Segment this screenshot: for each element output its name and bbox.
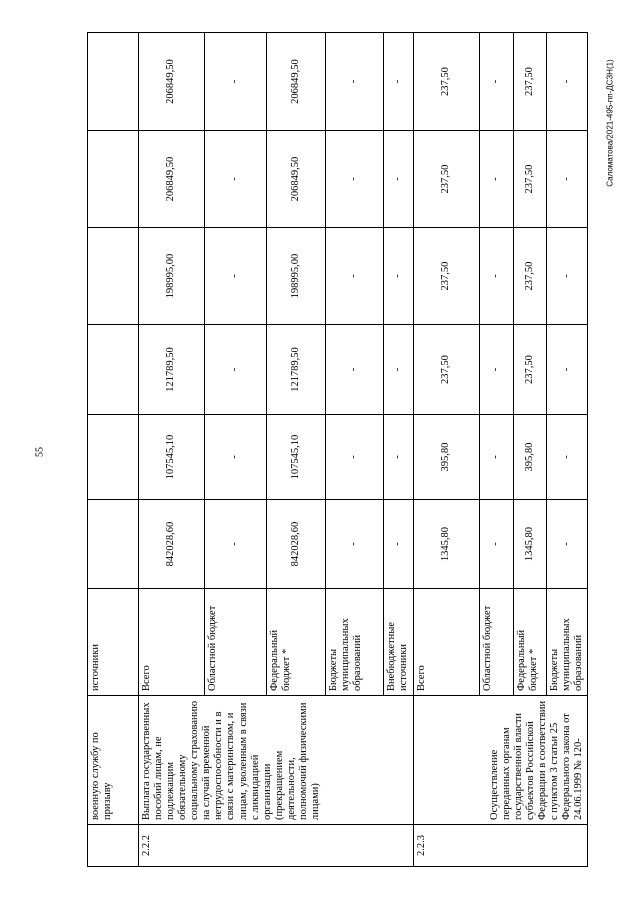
table-rotator xyxy=(87,33,585,867)
amount-total-cell: - xyxy=(480,500,514,589)
amount-total-cell: - xyxy=(326,500,384,589)
amount-year-4-cell: 237,50 xyxy=(414,131,480,228)
amount-year-5-cell xyxy=(88,33,139,131)
amount-year-5-cell: - xyxy=(205,33,267,131)
amount-year-2-cell: 121789,50 xyxy=(267,325,326,415)
funding-source-cell: Федеральный бюджет * xyxy=(514,589,547,696)
row-number-cell xyxy=(88,825,139,867)
funding-source-cell: Внебюджетные источники xyxy=(384,589,414,696)
amount-year-1-cell: - xyxy=(480,415,514,500)
amount-total-cell: 1345,80 xyxy=(414,500,480,589)
amount-total-cell xyxy=(88,500,139,589)
amount-year-3-cell: 237,50 xyxy=(414,228,480,325)
amount-total-cell: - xyxy=(547,500,588,589)
document-code: Саломатова/2021-495-пп-ДСЗН(1) xyxy=(605,59,615,187)
amount-year-3-cell: - xyxy=(547,228,588,325)
funding-source-cell: Всего xyxy=(414,589,480,696)
row-number-cell: 2.2.3 xyxy=(414,825,588,867)
table-row xyxy=(139,33,205,867)
activity-name-cell: военную службу по призыву xyxy=(88,696,139,825)
amount-year-2-cell: - xyxy=(480,325,514,415)
page-number: 55 xyxy=(34,447,46,457)
funding-source-cell: Всего xyxy=(139,589,205,696)
amount-year-2-cell: 237,50 xyxy=(414,325,480,415)
amount-year-4-cell xyxy=(88,131,139,228)
amount-year-3-cell: - xyxy=(384,228,414,325)
amount-year-2-cell: - xyxy=(205,325,267,415)
amount-year-3-cell: 198995,00 xyxy=(267,228,326,325)
amount-year-5-cell: 206849,50 xyxy=(139,33,205,131)
amount-year-2-cell xyxy=(88,325,139,415)
activity-name-cell: Выплата государственных пособий лицам, не подлежащим обязательному социальному страхованию на случай временной нетрудоспособности и в связи с материнством, и лицам, уволенным в связи с ликвидацией организации (прекращением деятельности, полномочий физическими лицами) xyxy=(139,696,414,825)
amount-total-cell: - xyxy=(205,500,267,589)
rotated-table-frame xyxy=(87,33,585,867)
amount-year-3-cell: - xyxy=(480,228,514,325)
funding-source-cell: Бюджеты муниципальных образований xyxy=(326,589,384,696)
amount-year-4-cell: - xyxy=(326,131,384,228)
amount-year-2-cell: - xyxy=(547,325,588,415)
amount-year-1-cell xyxy=(88,415,139,500)
funding-source-cell: Бюджеты муниципальных образований xyxy=(547,589,588,696)
amount-total-cell: 1345,80 xyxy=(514,500,547,589)
row-number-cell: 2.2.2 xyxy=(139,825,414,867)
amount-year-2-cell: 237,50 xyxy=(514,325,547,415)
amount-year-4-cell: 206849,50 xyxy=(139,131,205,228)
amount-year-1-cell: - xyxy=(326,415,384,500)
funding-source-cell: Федеральный бюджет * xyxy=(267,589,326,696)
amount-year-2-cell: - xyxy=(326,325,384,415)
funding-source-cell: Областной бюджет xyxy=(480,589,514,696)
amount-year-4-cell: - xyxy=(205,131,267,228)
table-row xyxy=(414,33,480,867)
budget-table xyxy=(87,32,588,867)
amount-year-1-cell: - xyxy=(384,415,414,500)
amount-year-5-cell: 237,50 xyxy=(414,33,480,131)
funding-source-cell: Областной бюджет xyxy=(205,589,267,696)
amount-year-3-cell: 198995,00 xyxy=(139,228,205,325)
table-row xyxy=(88,33,139,867)
amount-year-1-cell: - xyxy=(547,415,588,500)
amount-year-5-cell: - xyxy=(547,33,588,131)
amount-year-4-cell: 237,50 xyxy=(514,131,547,228)
funding-source-cell: источники xyxy=(88,589,139,696)
activity-name-cell: Осуществление переданных органам государственной власти субъектов Российской Федерации в соответствии с пунктом 3 статьи 25 Федерального закона от 24.06.1999 № 120- xyxy=(414,696,588,825)
amount-year-5-cell: - xyxy=(384,33,414,131)
amount-year-4-cell: - xyxy=(384,131,414,228)
amount-year-4-cell: - xyxy=(547,131,588,228)
amount-total-cell: 842028,60 xyxy=(267,500,326,589)
amount-year-3-cell: 237,50 xyxy=(514,228,547,325)
amount-year-1-cell: 107545,10 xyxy=(139,415,205,500)
amount-year-4-cell: 206849,50 xyxy=(267,131,326,228)
amount-year-5-cell: 237,50 xyxy=(514,33,547,131)
amount-year-3-cell xyxy=(88,228,139,325)
amount-year-1-cell: 395,80 xyxy=(514,415,547,500)
amount-year-2-cell: 121789,50 xyxy=(139,325,205,415)
amount-year-1-cell: 395,80 xyxy=(414,415,480,500)
amount-year-5-cell: 206849,50 xyxy=(267,33,326,131)
amount-year-1-cell: - xyxy=(205,415,267,500)
amount-year-5-cell: - xyxy=(480,33,514,131)
amount-year-2-cell: - xyxy=(384,325,414,415)
amount-year-4-cell: - xyxy=(480,131,514,228)
amount-year-3-cell: - xyxy=(326,228,384,325)
amount-year-3-cell: - xyxy=(205,228,267,325)
amount-total-cell: 842028,60 xyxy=(139,500,205,589)
amount-total-cell: - xyxy=(384,500,414,589)
amount-year-1-cell: 107545,10 xyxy=(267,415,326,500)
amount-year-5-cell: - xyxy=(326,33,384,131)
